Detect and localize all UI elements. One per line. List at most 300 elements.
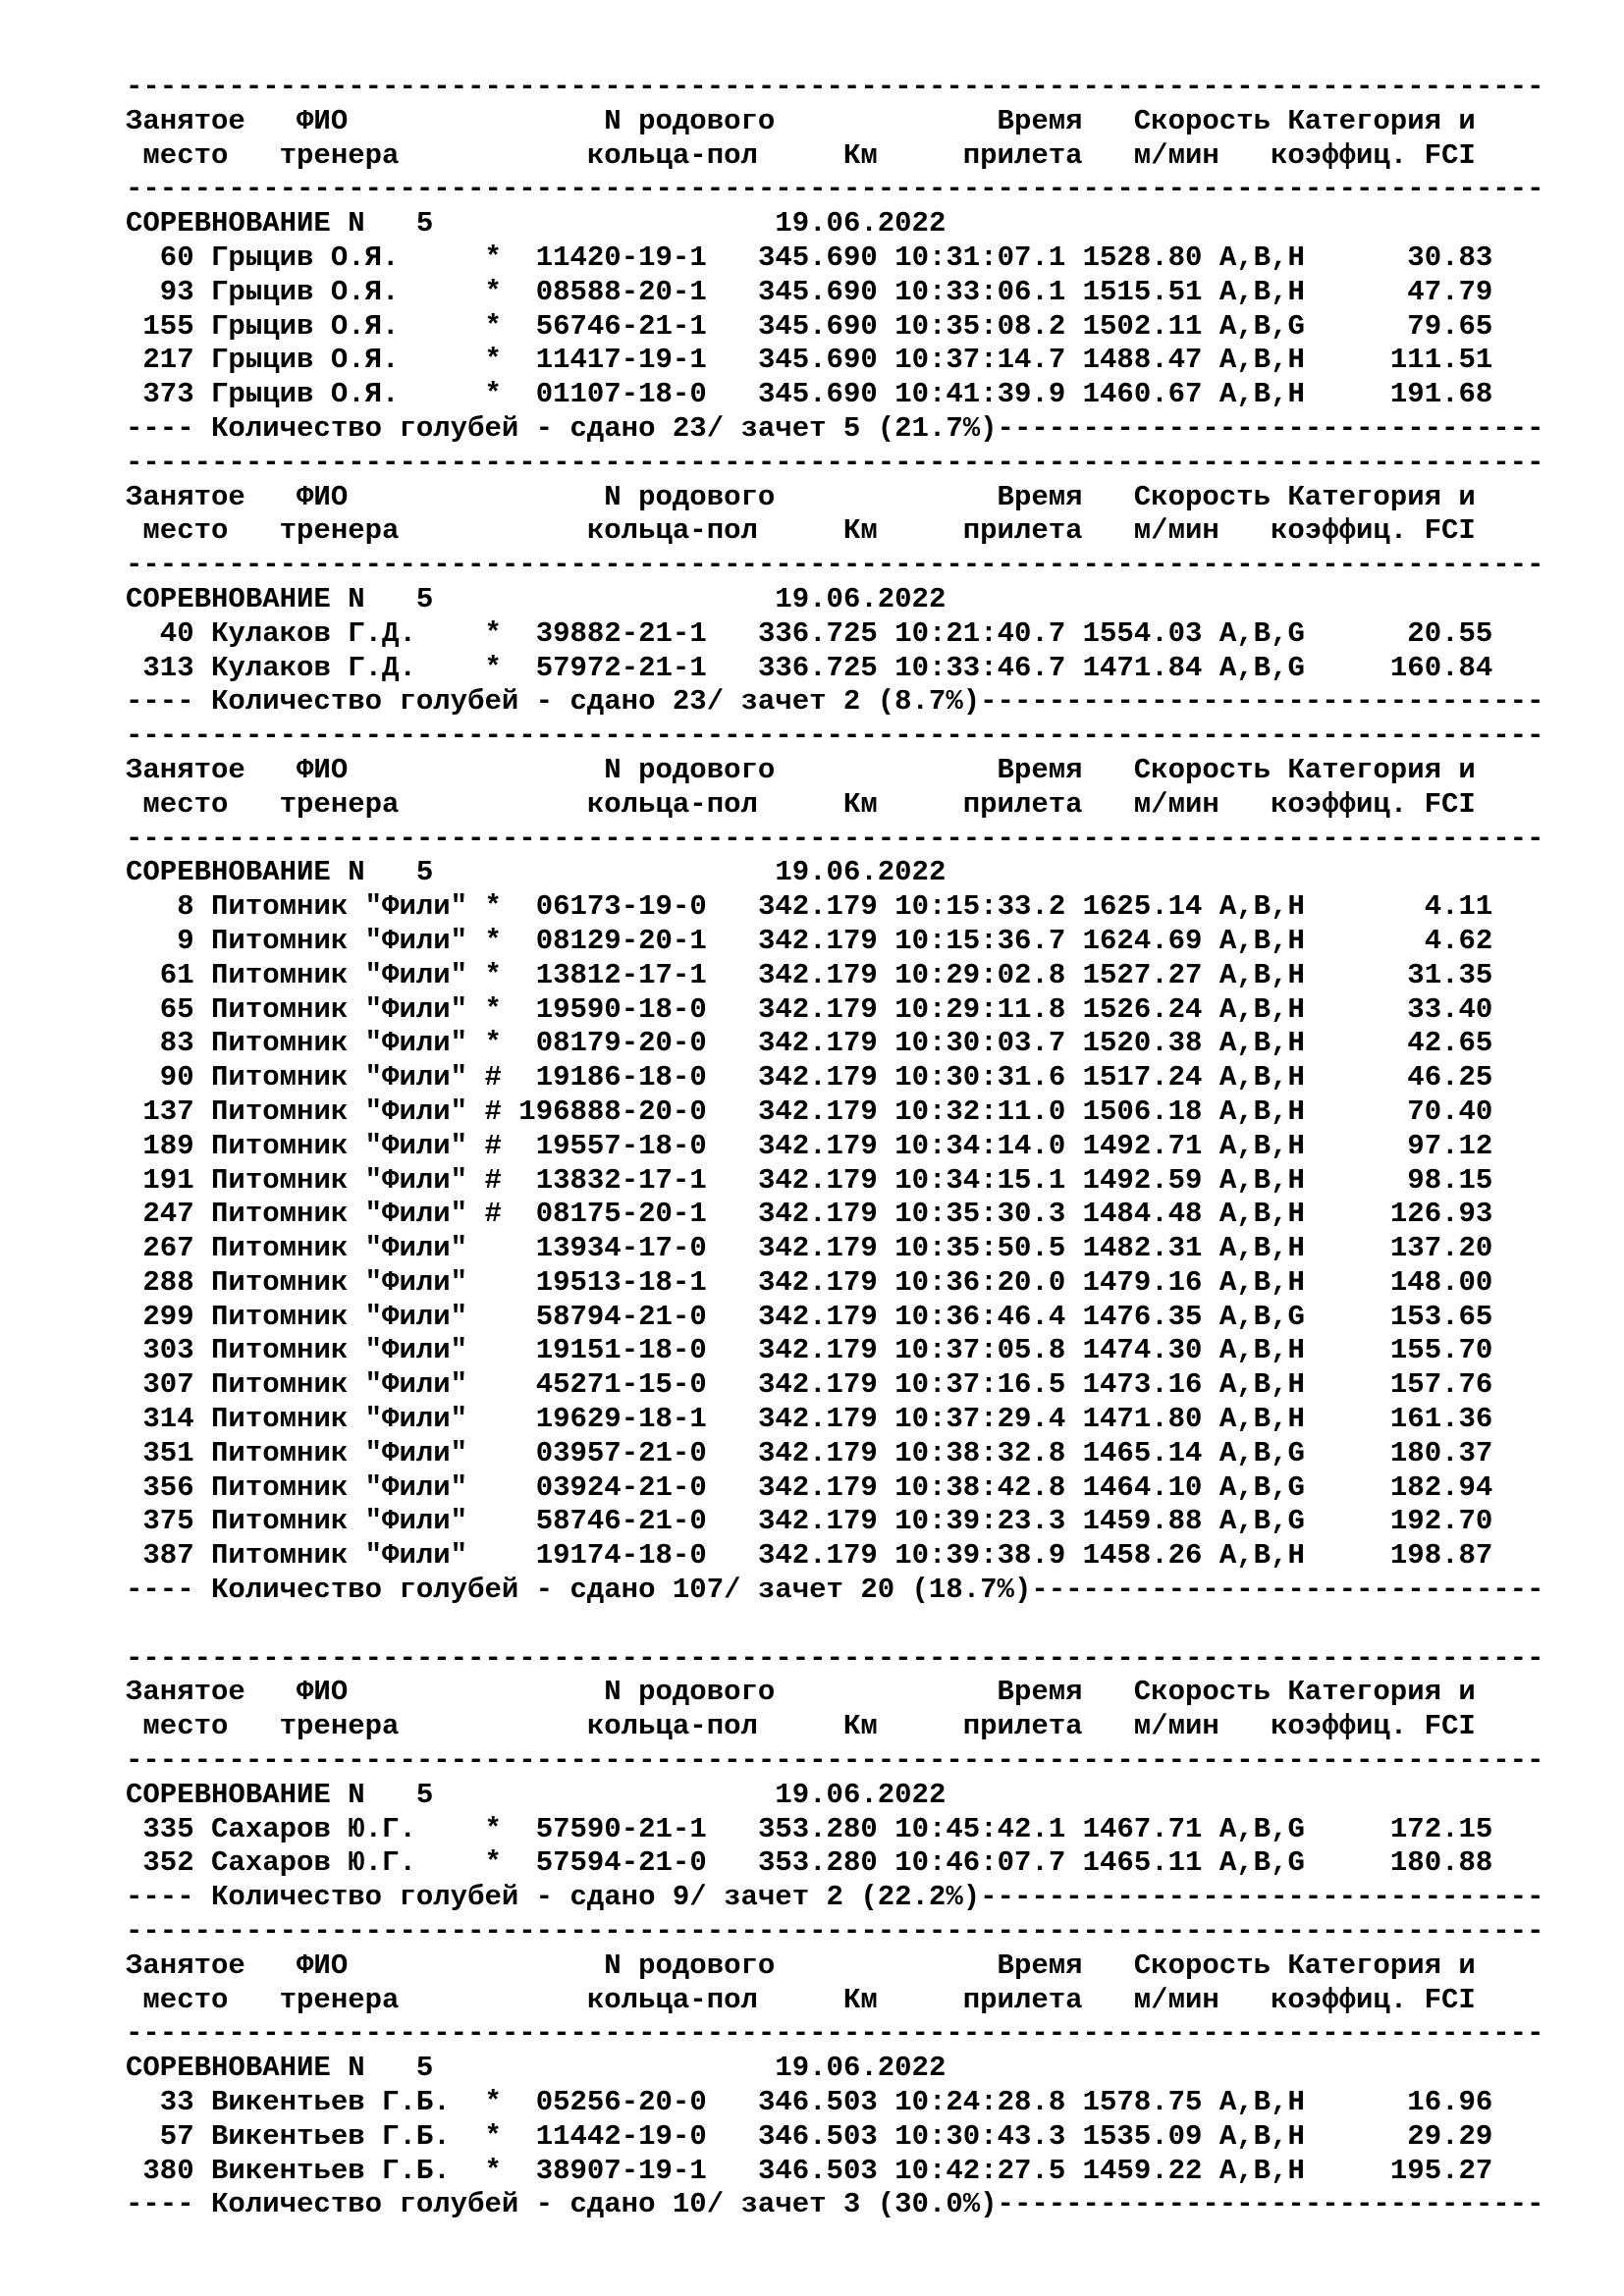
spacer (502, 1471, 518, 1504)
category-cell: A,B,H (1218, 378, 1305, 411)
summary-line: ---- Количество голубей - сдано 23/ зачет 2 (8.7%)--------------------------------- (126, 685, 1544, 719)
spacer (502, 1095, 518, 1128)
trainer-name-cell: Питомник "Фили" (211, 1539, 485, 1573)
speed-cell: 1554.03 (1082, 616, 1203, 650)
distance-km-cell: 345.690 (724, 240, 878, 274)
spacer (433, 856, 775, 888)
summary-line: ---- Количество голубей - сдано 23/ зачет 5 (21.7%)-------------------------------- (126, 411, 1544, 445)
place-cell: 33 (126, 2086, 194, 2119)
spacer (1065, 1301, 1082, 1333)
arrival-time-cell: 10:39:38.9 (894, 1539, 1066, 1573)
spacer (502, 1846, 518, 1879)
distance-km-cell: 346.503 (724, 2086, 878, 2119)
fci-cell: 157.76 (1304, 1368, 1493, 1402)
spacer (502, 1437, 518, 1469)
spacer (433, 2052, 775, 2084)
spacer (1065, 1505, 1082, 1537)
category-cell: A,B,H (1218, 1129, 1305, 1162)
spacer (878, 310, 894, 343)
spacer (1065, 925, 1082, 957)
spacer (502, 2120, 518, 2153)
place-cell: 90 (126, 1061, 194, 1095)
trainer-name-cell: Питомник "Фили" (211, 1095, 485, 1128)
spacer (707, 2120, 724, 2153)
place-cell: 9 (126, 924, 194, 957)
distance-km-cell: 346.503 (724, 2154, 878, 2187)
spacer (878, 1368, 894, 1401)
trainer-name-cell: Питомник "Фили" (211, 1403, 485, 1436)
spacer (502, 652, 518, 684)
distance-km-cell: 342.179 (724, 1232, 878, 1265)
distance-km-cell: 345.690 (724, 275, 878, 308)
trainer-name-cell: Питомник "Фили" (211, 992, 485, 1026)
distance-km-cell: 342.179 (724, 992, 878, 1026)
trainer-name-cell: Питомник "Фили" (211, 1198, 485, 1231)
spacer (1202, 1471, 1218, 1504)
table-row (126, 1232, 1543, 1266)
column-header-line-1: Занятое ФИО N родового Время Скорость Категория и (126, 753, 1476, 786)
distance-km-cell: 345.690 (724, 344, 878, 377)
spacer (194, 241, 211, 274)
arrival-time-cell: 10:37:29.4 (894, 1403, 1066, 1436)
spacer (1065, 310, 1082, 343)
spacer (707, 1027, 724, 1059)
speed-cell: 1464.10 (1082, 1470, 1203, 1504)
fci-cell: 172.15 (1304, 1812, 1493, 1845)
competition-line (126, 856, 1543, 890)
table-row (126, 1539, 1543, 1574)
spacer (502, 1198, 518, 1230)
place-cell: 387 (126, 1539, 194, 1573)
table-row (126, 1095, 1543, 1130)
mark-cell: * (484, 344, 502, 377)
spacer (1202, 1403, 1218, 1435)
competition-title: СОРЕВНОВАНИЕ N 5 (126, 2052, 434, 2085)
ring-number-cell: 19590-18-0 (518, 992, 707, 1026)
spacer (1202, 1232, 1218, 1264)
spacer (194, 652, 211, 684)
distance-km-cell: 342.179 (724, 1061, 878, 1095)
spacer (1065, 1232, 1082, 1264)
spacer (194, 2155, 211, 2187)
trainer-name-cell: Питомник "Фили" (211, 1265, 485, 1299)
spacer (707, 1198, 724, 1230)
speed-cell: 1515.51 (1082, 275, 1203, 308)
spacer (502, 241, 518, 274)
fci-cell: 31.35 (1304, 958, 1493, 991)
result-section (126, 1642, 1543, 1915)
ring-number-cell: 13832-17-1 (518, 1163, 707, 1197)
trainer-name-cell: Викентьев Г.Б. (211, 2086, 485, 2119)
spacer (1202, 276, 1218, 308)
mark-cell (484, 1334, 501, 1366)
spacer (502, 310, 518, 343)
spacer (1202, 1095, 1218, 1128)
fci-cell: 111.51 (1304, 344, 1493, 377)
spacer (878, 617, 894, 650)
place-cell: 335 (126, 1812, 194, 1845)
fci-cell: 4.62 (1304, 924, 1493, 957)
fci-cell: 98.15 (1304, 1163, 1493, 1197)
category-cell: A,B,H (1218, 1539, 1305, 1573)
trainer-name-cell: Питомник "Фили" (211, 1470, 485, 1504)
place-cell: 60 (126, 240, 194, 274)
column-header-line-2: место тренера кольца-пол Км прилета м/мин коэффиц. FCI (126, 514, 1476, 548)
spacer (707, 378, 724, 410)
competition-date: 19.06.2022 (775, 2052, 947, 2085)
spacer (878, 1471, 894, 1504)
spacer (194, 1437, 211, 1469)
distance-km-cell: 342.179 (724, 1368, 878, 1402)
place-cell: 380 (126, 2154, 194, 2187)
spacer (1202, 378, 1218, 410)
spacer (1202, 1164, 1218, 1197)
spacer (707, 241, 724, 274)
spacer (1202, 925, 1218, 957)
spacer (194, 310, 211, 343)
speed-cell: 1484.48 (1082, 1198, 1203, 1231)
spacer (707, 1539, 724, 1572)
spacer (1065, 241, 1082, 274)
mark-cell: * (484, 378, 502, 411)
section-gap (126, 1608, 1543, 1642)
distance-km-cell: 342.179 (724, 1403, 878, 1436)
place-cell: 373 (126, 378, 194, 411)
table-row (126, 1334, 1543, 1368)
ring-number-cell: 19557-18-0 (518, 1129, 707, 1162)
spacer (502, 1368, 518, 1401)
spacer (878, 652, 894, 684)
spacer (1065, 1027, 1082, 1059)
spacer (878, 2086, 894, 2118)
ring-number-cell: 06173-19-0 (518, 890, 707, 924)
ring-number-cell: 39882-21-1 (518, 616, 707, 650)
spacer (1065, 2155, 1082, 2187)
trainer-name-cell: Питомник "Фили" (211, 1061, 485, 1095)
table-row (126, 1505, 1543, 1539)
category-cell: A,B,H (1218, 2119, 1305, 2153)
spacer (1202, 1813, 1218, 1845)
spacer (707, 1130, 724, 1162)
arrival-time-cell: 10:41:39.9 (894, 378, 1066, 411)
spacer (707, 1471, 724, 1504)
table-row (126, 993, 1543, 1028)
ring-number-cell: 08179-20-0 (518, 1027, 707, 1060)
spacer (878, 890, 894, 923)
ring-number-cell: 13934-17-0 (518, 1232, 707, 1265)
spacer (707, 925, 724, 957)
spacer (1065, 2086, 1082, 2118)
competition-date: 19.06.2022 (775, 856, 947, 889)
table-row (126, 1061, 1543, 1095)
speed-cell: 1488.47 (1082, 344, 1203, 377)
result-section (126, 720, 1543, 1642)
spacer (194, 2086, 211, 2118)
spacer (878, 1846, 894, 1879)
competition-line (126, 1779, 1543, 1813)
spacer (433, 207, 775, 240)
mark-cell: # (484, 1095, 502, 1128)
column-header-line-1: Занятое ФИО N родового Время Скорость Категория и (126, 480, 1476, 513)
spacer (878, 1061, 894, 1094)
spacer (878, 2155, 894, 2187)
spacer (502, 959, 518, 991)
spacer (502, 617, 518, 650)
competition-title: СОРЕВНОВАНИЕ N 5 (126, 582, 434, 615)
category-cell: A,B,H (1218, 1198, 1305, 1231)
table-row (126, 1368, 1543, 1403)
spacer (502, 1164, 518, 1197)
spacer (707, 1061, 724, 1094)
spacer (1202, 617, 1218, 650)
spacer (707, 344, 724, 376)
table-row (126, 310, 1543, 345)
spacer (194, 1027, 211, 1059)
spacer (1065, 1471, 1082, 1504)
arrival-time-cell: 10:33:46.7 (894, 651, 1066, 684)
competition-line (126, 583, 1543, 617)
trainer-name-cell: Сахаров Ю.Г. (211, 1812, 485, 1845)
speed-cell: 1459.88 (1082, 1505, 1203, 1538)
ring-number-cell: 56746-21-1 (518, 309, 707, 343)
spacer (707, 276, 724, 308)
spacer (502, 1539, 518, 1572)
spacer (194, 993, 211, 1026)
table-row (126, 652, 1543, 686)
spacer (502, 1505, 518, 1537)
spacer (502, 1027, 518, 1059)
arrival-time-cell: 10:15:33.2 (894, 890, 1066, 924)
spacer (707, 1232, 724, 1264)
arrival-time-cell: 10:45:42.1 (894, 1812, 1066, 1845)
table-row (126, 1130, 1543, 1164)
spacer (707, 1095, 724, 1128)
fci-cell: 137.20 (1304, 1232, 1493, 1265)
summary-line: ---- Количество голубей - сдано 107/ зачет 20 (18.7%)------------------------------ (126, 1574, 1544, 1607)
distance-km-cell: 345.690 (724, 378, 878, 411)
spacer (707, 617, 724, 650)
arrival-time-cell: 10:38:42.8 (894, 1470, 1066, 1504)
category-cell: A,B,H (1218, 275, 1305, 308)
spacer (194, 1813, 211, 1845)
speed-cell: 1578.75 (1082, 2086, 1203, 2119)
mark-cell: * (484, 2086, 502, 2119)
mark-cell: # (484, 1129, 502, 1162)
place-cell: 375 (126, 1505, 194, 1538)
ring-number-cell: 19186-18-0 (518, 1061, 707, 1095)
spacer (194, 1130, 211, 1162)
arrival-time-cell: 10:30:31.6 (894, 1061, 1066, 1095)
mark-cell (484, 1368, 501, 1401)
spacer (502, 925, 518, 957)
spacer (878, 959, 894, 991)
table-row (126, 2086, 1543, 2120)
result-section (126, 447, 1543, 720)
divider: ----------------------------------------------------------------------------------- (126, 822, 1544, 855)
table-row (126, 1471, 1543, 1506)
trainer-name-cell: Питомник "Фили" (211, 1300, 485, 1333)
table-row (126, 1301, 1543, 1335)
ring-number-cell: 03957-21-0 (518, 1436, 707, 1469)
place-cell: 307 (126, 1368, 194, 1402)
spacer (502, 1403, 518, 1435)
arrival-time-cell: 10:29:02.8 (894, 958, 1066, 991)
table-row (126, 1437, 1543, 1471)
spacer (707, 652, 724, 684)
table-row (126, 344, 1543, 378)
spacer (1202, 1130, 1218, 1162)
arrival-time-cell: 10:15:36.7 (894, 924, 1066, 957)
spacer (1065, 1368, 1082, 1401)
divider: ----------------------------------------------------------------------------------- (126, 549, 1544, 582)
distance-km-cell: 342.179 (724, 924, 878, 957)
spacer (1065, 344, 1082, 376)
fci-cell: 46.25 (1304, 1061, 1493, 1095)
fci-cell: 79.65 (1304, 309, 1493, 343)
speed-cell: 1517.24 (1082, 1061, 1203, 1095)
distance-km-cell: 345.690 (724, 309, 878, 343)
spacer (878, 1403, 894, 1435)
table-row (126, 890, 1543, 925)
spacer (1202, 1368, 1218, 1401)
trainer-name-cell: Викентьев Г.Б. (211, 2154, 485, 2187)
fci-cell: 191.68 (1304, 378, 1493, 411)
distance-km-cell: 342.179 (724, 1436, 878, 1469)
table-row (126, 1266, 1543, 1301)
spacer (1065, 1539, 1082, 1572)
fci-cell: 195.27 (1304, 2154, 1493, 2187)
ring-number-cell: 58746-21-0 (518, 1505, 707, 1538)
spacer (1202, 1846, 1218, 1879)
place-cell: 267 (126, 1232, 194, 1265)
arrival-time-cell: 10:30:03.7 (894, 1027, 1066, 1060)
mark-cell (484, 1266, 501, 1299)
spacer (707, 310, 724, 343)
spacer (194, 2120, 211, 2153)
fci-cell: 4.11 (1304, 890, 1493, 924)
spacer (707, 959, 724, 991)
spacer (194, 1334, 211, 1366)
speed-cell: 1479.16 (1082, 1265, 1203, 1299)
arrival-time-cell: 10:37:16.5 (894, 1368, 1066, 1402)
spacer (707, 890, 724, 923)
place-cell: 217 (126, 344, 194, 377)
spacer (878, 993, 894, 1026)
spacer (194, 378, 211, 410)
category-cell: A,B,G (1218, 1846, 1305, 1880)
arrival-time-cell: 10:31:07.1 (894, 240, 1066, 274)
spacer (194, 1232, 211, 1264)
ring-number-cell: 19629-18-1 (518, 1403, 707, 1436)
place-cell: 83 (126, 1027, 194, 1060)
category-cell: A,B,G (1218, 1300, 1305, 1333)
spacer (878, 1027, 894, 1059)
spacer (707, 2086, 724, 2118)
mark-cell: * (484, 958, 502, 991)
arrival-time-cell: 10:37:05.8 (894, 1334, 1066, 1367)
table-row (126, 1164, 1543, 1199)
category-cell: A,B,H (1218, 2154, 1305, 2187)
table-row (126, 378, 1543, 412)
category-cell: A,B,H (1218, 1232, 1305, 1265)
spacer (878, 925, 894, 957)
divider: ----------------------------------------------------------------------------------- (126, 720, 1544, 753)
category-cell: A,B,G (1218, 309, 1305, 343)
spacer (1065, 1198, 1082, 1230)
divider: ----------------------------------------------------------------------------------- (126, 446, 1544, 479)
spacer (1065, 1130, 1082, 1162)
column-header-line-2: место тренера кольца-пол Км прилета м/мин коэффиц. FCI (126, 787, 1476, 821)
distance-km-cell: 342.179 (724, 958, 878, 991)
column-header-line-1: Занятое ФИО N родового Время Скорость Категория и (126, 104, 1476, 137)
arrival-time-cell: 10:46:07.7 (894, 1846, 1066, 1880)
arrival-time-cell: 10:39:23.3 (894, 1505, 1066, 1538)
arrival-time-cell: 10:24:28.8 (894, 2086, 1066, 2119)
place-cell: 356 (126, 1470, 194, 1504)
fci-cell: 126.93 (1304, 1198, 1493, 1231)
place-cell: 189 (126, 1129, 194, 1162)
spacer (878, 1095, 894, 1128)
ring-number-cell: 05256-20-0 (518, 2086, 707, 2119)
spacer (194, 925, 211, 957)
arrival-time-cell: 10:35:30.3 (894, 1198, 1066, 1231)
distance-km-cell: 336.725 (724, 651, 878, 684)
category-cell: A,B,G (1218, 1505, 1305, 1538)
ring-number-cell: 38907-19-1 (518, 2154, 707, 2187)
competition-date: 19.06.2022 (775, 207, 947, 240)
mark-cell: * (484, 240, 502, 274)
mark-cell: * (484, 2119, 502, 2153)
spacer (1065, 1334, 1082, 1366)
table-row (126, 1198, 1543, 1232)
competition-line (126, 2052, 1543, 2086)
mark-cell: * (484, 1027, 502, 1060)
mark-cell: * (484, 616, 502, 650)
mark-cell: * (484, 651, 502, 684)
place-cell: 288 (126, 1265, 194, 1299)
ring-number-cell: 01107-18-0 (518, 378, 707, 411)
spacer (878, 1437, 894, 1469)
speed-cell: 1471.84 (1082, 651, 1203, 684)
category-cell: A,B,H (1218, 890, 1305, 924)
spacer (878, 1130, 894, 1162)
speed-cell: 1528.80 (1082, 240, 1203, 274)
distance-km-cell: 342.179 (724, 1198, 878, 1231)
spacer (194, 344, 211, 376)
spacer (433, 1779, 775, 1811)
spacer (707, 1301, 724, 1333)
mark-cell: * (484, 309, 502, 343)
category-cell: A,B,G (1218, 1812, 1305, 1845)
speed-cell: 1458.26 (1082, 1539, 1203, 1573)
category-cell: A,B,H (1218, 240, 1305, 274)
spacer (502, 1301, 518, 1333)
spacer (878, 241, 894, 274)
arrival-time-cell: 10:35:08.2 (894, 309, 1066, 343)
speed-cell: 1476.35 (1082, 1300, 1203, 1333)
trainer-name-cell: Питомник "Фили" (211, 958, 485, 991)
spacer (502, 2086, 518, 2118)
table-row (126, 276, 1543, 310)
competition-title: СОРЕВНОВАНИЕ N 5 (126, 856, 434, 889)
distance-km-cell: 342.179 (724, 1505, 878, 1538)
ring-number-cell: 08175-20-1 (518, 1198, 707, 1231)
spacer (1065, 993, 1082, 1026)
mark-cell: * (484, 1812, 502, 1845)
category-cell: A,B,H (1218, 344, 1305, 377)
place-cell: 247 (126, 1198, 194, 1231)
speed-cell: 1459.22 (1082, 2154, 1203, 2187)
